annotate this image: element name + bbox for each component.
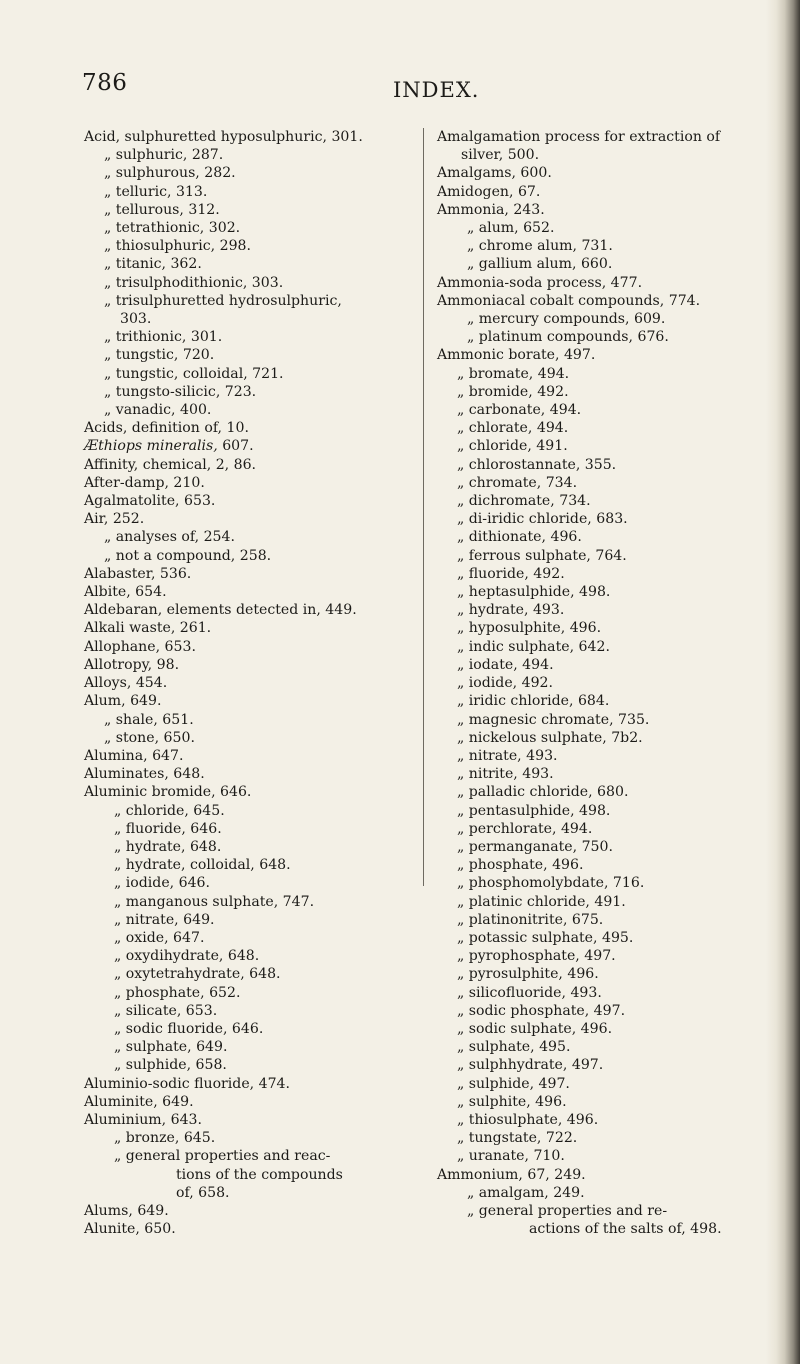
index-entry: Alums, 649. — [84, 1202, 169, 1219]
index-entry: „ tungsto-silicic, 723. — [104, 383, 257, 400]
index-entry: „ tellurous, 312. — [104, 201, 220, 218]
index-entry: Alkali waste, 261. — [84, 620, 212, 637]
index-entry: „ ferrous sulphate, 764. — [457, 547, 627, 564]
index-entry: Affinity, chemical, 2, 86. — [84, 456, 257, 473]
index-entry: Amidogen, 67. — [437, 183, 541, 200]
index-entry: „ chrome alum, 731. — [467, 238, 613, 255]
index-entry: „ oxytetrahydrate, 648. — [114, 966, 281, 983]
index-entry: tions of the compounds — [176, 1166, 343, 1183]
index-entry: of, 658. — [176, 1184, 230, 1201]
index-entry: „ chlorostannate, 355. — [457, 456, 617, 473]
index-entry: „ hydrate, colloidal, 648. — [114, 857, 291, 874]
index-entry: „ stone, 650. — [104, 729, 195, 746]
index-entry: „ vanadic, 400. — [104, 402, 212, 419]
index-entry: „ permanganate, 750. — [457, 838, 613, 855]
index-entry: Ammonia, 243. — [437, 201, 545, 218]
index-entry: „ iodide, 492. — [457, 675, 554, 692]
index-entry: „ hydrate, 648. — [114, 838, 222, 855]
index-entry: „ mercury compounds, 609. — [467, 311, 666, 328]
index-entry: Alumina, 647. — [84, 747, 184, 764]
index-entry: „ titanic, 362. — [104, 256, 202, 273]
index-entry: „ analyses of, 254. — [104, 529, 235, 546]
index-entry: Agalmatolite, 653. — [84, 493, 216, 510]
index-entry: „ perchlorate, 494. — [457, 820, 593, 837]
index-entry: „ thiosulphate, 496. — [457, 1111, 599, 1128]
index-entry: „ indic sulphate, 642. — [457, 638, 610, 655]
index-entry: „ sulphhydrate, 497. — [457, 1057, 604, 1074]
index-entry: Alloys, 454. — [84, 675, 168, 692]
index-entry: „ sulphate, 649. — [114, 1039, 228, 1056]
index-entry: „ general properties and reac- — [114, 1148, 331, 1165]
index-entry: „ tungstic, colloidal, 721. — [104, 365, 284, 382]
index-entry-italic-term: Æthiops mineralis, — [84, 438, 218, 455]
index-entry: Ammonic borate, 497. — [437, 347, 596, 364]
index-entry: Alabaster, 536. — [84, 565, 192, 582]
index-entry: Allotropy, 98. — [84, 656, 180, 673]
index-entry: „ nitrate, 493. — [457, 747, 558, 764]
index-entry: „ nitrate, 649. — [114, 911, 215, 928]
index-entry: „ silicate, 653. — [114, 1002, 218, 1019]
index-entry: Acids, definition of, 10. — [84, 420, 249, 437]
index-entry: „ trithionic, 301. — [104, 329, 223, 346]
index-entry: „ nickelous sulphate, 7b2. — [457, 729, 643, 746]
index-entry: „ hyposulphite, 496. — [457, 620, 602, 637]
index-entry: „ sodic sulphate, 496. — [457, 1020, 613, 1037]
index-entry: Allophane, 653. — [84, 638, 196, 655]
column-divider — [423, 128, 424, 886]
index-entry: „ trisulphuretted hydrosulphuric, — [104, 292, 342, 309]
index-entry: „ bronze, 645. — [114, 1130, 216, 1147]
page-number: 786 — [82, 70, 128, 96]
index-entry: „ pentasulphide, 498. — [457, 802, 611, 819]
index-entry: „ bromate, 494. — [457, 365, 570, 382]
index-entry: „ di-iridic chloride, 683. — [457, 511, 628, 528]
index-entry: Amalgamation process for extraction of — [437, 129, 721, 145]
index-entry: „ gallium alum, 660. — [467, 256, 613, 273]
index-entry: Air, 252. — [84, 511, 145, 528]
index-entry: „ chlorate, 494. — [457, 420, 569, 437]
index-entry: „ shale, 651. — [104, 711, 194, 728]
index-entry: Amalgams, 600. — [437, 165, 552, 182]
index-entry: Ammonium, 67, 249. — [437, 1166, 586, 1183]
index-entry: „ platinum compounds, 676. — [467, 329, 669, 346]
index-entry: „ iodate, 494. — [457, 656, 554, 673]
index-entry: Alunite, 650. — [84, 1221, 176, 1238]
index-entry: „ sulphite, 496. — [457, 1093, 567, 1110]
index-entry: „ uranate, 710. — [457, 1148, 565, 1165]
index-entry: „ platinic chloride, 491. — [457, 893, 626, 910]
index-entry: 303. — [120, 311, 152, 328]
index-entry: Ammonia-soda process, 477. — [437, 274, 643, 291]
index-entry: „ platinonitrite, 675. — [457, 911, 604, 928]
index-entry: „ dichromate, 734. — [457, 493, 591, 510]
index-entry: actions of the salts of, 498. — [529, 1221, 722, 1238]
index-entry: „ nitrite, 493. — [457, 766, 554, 783]
page-binding-shadow — [766, 0, 800, 1364]
index-entry: „ bromide, 492. — [457, 383, 569, 400]
index-column-left — [84, 128, 409, 1238]
index-entry: silver, 500. — [461, 147, 540, 164]
index-entry: „ dithionate, 496. — [457, 529, 582, 546]
index-entry: „ heptasulphide, 498. — [457, 584, 611, 601]
index-entry: „ magnesic chromate, 735. — [457, 711, 650, 728]
index-entry: „ sulphide, 497. — [457, 1075, 570, 1092]
index-entry: „ phosphate, 652. — [114, 984, 241, 1001]
running-head-title: INDEX. — [393, 78, 480, 102]
index-entry: „ sulphate, 495. — [457, 1039, 571, 1056]
index-entry: „ sodic fluoride, 646. — [114, 1020, 264, 1037]
index-entry: Acid, sulphuretted hyposulphuric, 301. — [84, 129, 363, 145]
index-entry: „ pyrosulphite, 496. — [457, 966, 599, 983]
index-entry: „ silicofluoride, 493. — [457, 984, 602, 1001]
index-entry: „ iridic chloride, 684. — [457, 693, 610, 710]
index-entry: „ tetrathionic, 302. — [104, 220, 241, 237]
index-entry: „ sulphuric, 287. — [104, 147, 224, 164]
index-entry: Albite, 654. — [84, 584, 167, 601]
index-entry: Æthiops mineralis, 607. — [84, 438, 254, 455]
index-entry: „ telluric, 313. — [104, 183, 208, 200]
index-entry: „ thiosulphuric, 298. — [104, 238, 251, 255]
index-entry: „ amalgam, 249. — [467, 1184, 585, 1201]
index-entry: „ sulphurous, 282. — [104, 165, 236, 182]
index-entry: „ chromate, 734. — [457, 474, 578, 491]
index-entry: Aluminite, 649. — [84, 1093, 194, 1110]
index-entry: „ chloride, 491. — [457, 438, 568, 455]
index-entry: Aluminates, 648. — [84, 766, 205, 783]
index-entry: Aluminio-sodic fluoride, 474. — [84, 1075, 290, 1092]
index-entry: After-damp, 210. — [84, 474, 205, 491]
index-entry: „ tungstic, 720. — [104, 347, 215, 364]
index-column-right — [437, 128, 767, 1238]
index-entry: „ sodic phosphate, 497. — [457, 1002, 626, 1019]
index-entry: Ammoniacal cobalt compounds, 774. — [437, 292, 701, 309]
index-entry: „ iodide, 646. — [114, 875, 211, 892]
index-entry: „ sulphide, 658. — [114, 1057, 227, 1074]
index-entry: „ potassic sulphate, 495. — [457, 929, 634, 946]
index-entry: „ chloride, 645. — [114, 802, 225, 819]
index-entry: „ trisulphodithionic, 303. — [104, 274, 284, 291]
index-entry: Aldebaran, elements detected in, 449. — [84, 602, 357, 619]
index-entry: „ general properties and re- — [467, 1202, 668, 1219]
index-entry: „ pyrophosphate, 497. — [457, 948, 616, 965]
index-entry: „ phosphate, 496. — [457, 857, 584, 874]
index-entry: Aluminium, 643. — [84, 1111, 203, 1128]
index-entry: „ carbonate, 494. — [457, 402, 582, 419]
index-entry: „ alum, 652. — [467, 220, 555, 237]
index-entry: „ hydrate, 493. — [457, 602, 565, 619]
index-entry: „ fluoride, 492. — [457, 565, 565, 582]
index-entry: Alum, 649. — [84, 693, 162, 710]
index-entry: „ oxydihydrate, 648. — [114, 948, 260, 965]
index-entry: „ not a compound, 258. — [104, 547, 272, 564]
index-entry: „ fluoride, 646. — [114, 820, 222, 837]
index-entry: „ tungstate, 722. — [457, 1130, 578, 1147]
index-entry: „ phosphomolybdate, 716. — [457, 875, 645, 892]
index-entry: „ manganous sulphate, 747. — [114, 893, 315, 910]
index-entry: Aluminic bromide, 646. — [84, 784, 252, 801]
index-entry: „ palladic chloride, 680. — [457, 784, 629, 801]
index-entry: „ oxide, 647. — [114, 929, 205, 946]
